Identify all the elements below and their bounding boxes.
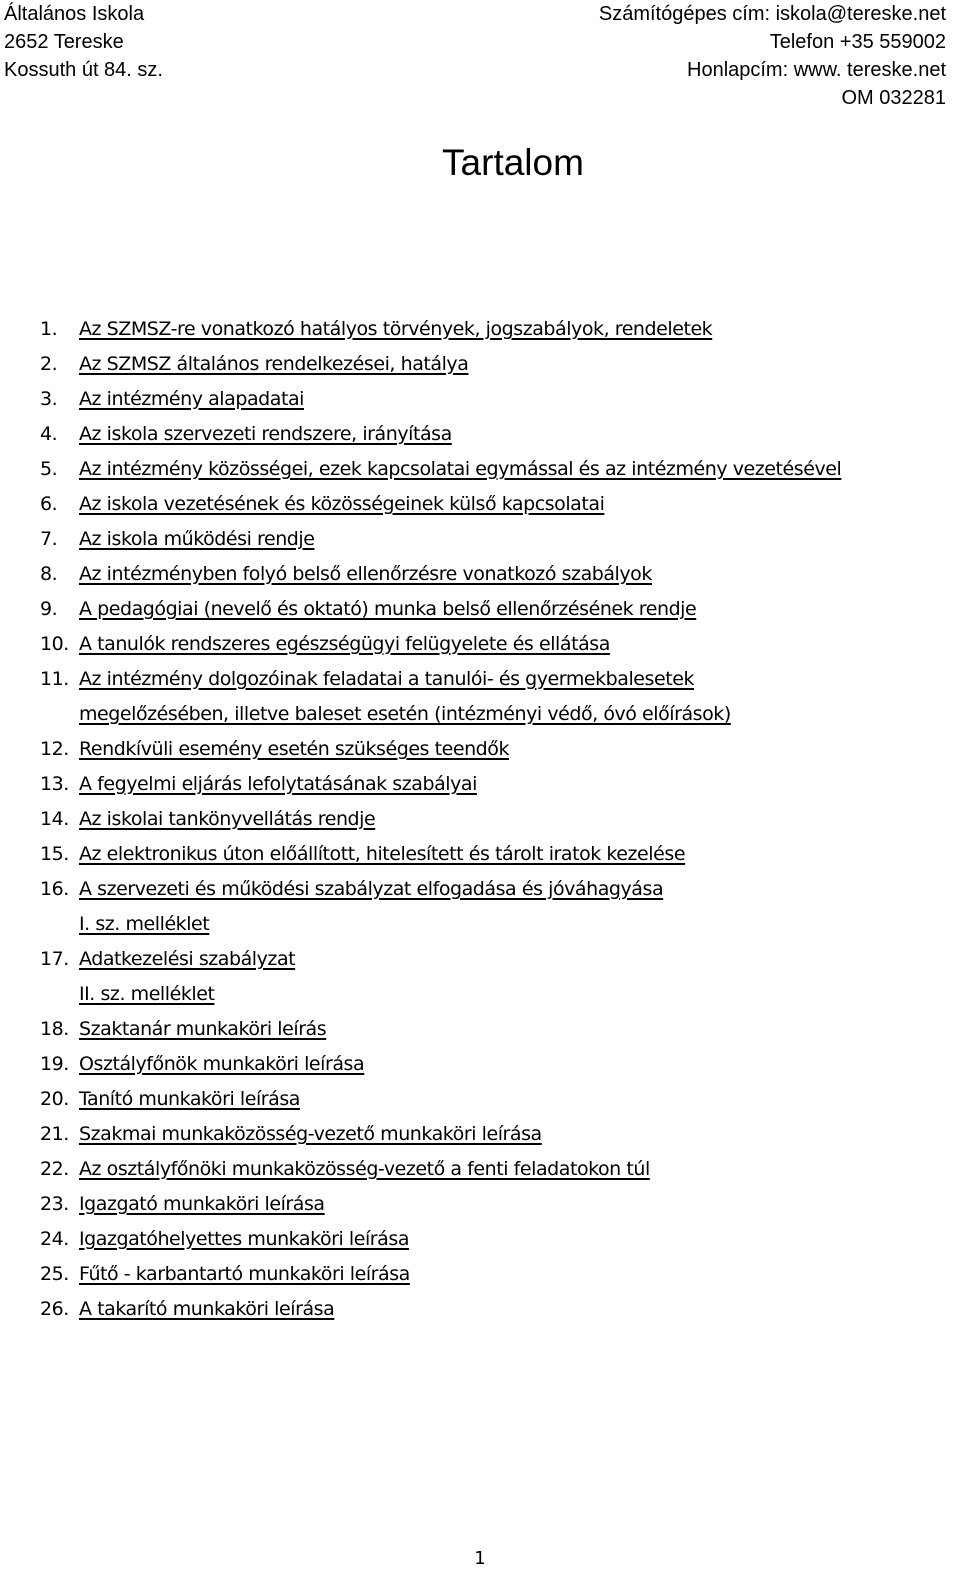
toc-item-link[interactable]: A pedagógiai (nevelő és oktató) munka belső ellenőrzésének rendje [79,598,697,620]
toc-item-link[interactable]: Az iskola működési rendje [79,528,315,550]
toc-item [40,347,950,382]
toc-item [40,522,950,557]
contact-om-id: OM 032281 [841,87,946,109]
toc-item [40,1082,950,1117]
toc-appendix-link[interactable]: I. sz. melléklet [79,913,210,935]
toc-item-link[interactable]: Adatkezelési szabályzat [79,948,296,970]
table-of-contents [40,312,950,1327]
toc-appendix-item [40,977,950,1012]
toc-item-link[interactable]: Az iskolai tankönyvellátás rendje [79,808,376,830]
toc-item-number: 16. [40,878,69,900]
toc-item-number: 24. [40,1228,69,1250]
toc-item-number: 25. [40,1263,69,1285]
toc-item-link[interactable]: A tanulók rendszeres egészségügyi felügyelete és ellátása [79,633,610,655]
toc-item-number: 3. [40,388,58,410]
toc-item [40,1012,950,1047]
school-name: Általános Iskola [4,3,145,25]
toc-item-number: 2. [40,353,58,375]
toc-item [40,1047,950,1082]
toc-item [40,1117,950,1152]
toc-item-number: 22. [40,1158,69,1180]
toc-item-link[interactable]: Az iskola vezetésének és közösségeinek külső kapcsolatai [79,493,605,515]
toc-appendix-item [40,907,950,942]
toc-item [40,452,950,487]
toc-item-number: 23. [40,1193,69,1215]
toc-item-number: 1. [40,318,58,340]
toc-item [40,312,950,347]
contact-phone: Telefon +35 559002 [769,31,946,53]
toc-item [40,382,950,417]
toc-item-number: 14. [40,808,69,830]
toc-item [40,417,950,452]
toc-item-number: 13. [40,773,69,795]
toc-item-link[interactable]: Az elektronikus úton előállított, hitelesített és tárolt iratok kezelése [79,843,686,865]
toc-item-number: 15. [40,843,69,865]
toc-item-link[interactable]: Szaktanár munkaköri leírás [79,1018,327,1040]
toc-item-number: 19. [40,1053,69,1075]
toc-item [40,557,950,592]
toc-item-link[interactable]: Az iskola szervezeti rendszere, irányítása [79,423,452,445]
toc-item-link[interactable]: Szakmai munkaközösség-vezető munkaköri leírása [79,1123,542,1145]
toc-item [40,487,950,522]
toc-item-link[interactable]: A szervezeti és működési szabályzat elfogadása és jóváhagyása [79,878,664,900]
toc-item [40,662,950,732]
page-number: 1 [474,1548,486,1569]
toc-item-link[interactable]: Igazgató munkaköri leírása [79,1193,325,1215]
toc-item-link[interactable]: Az intézmény alapadatai [79,388,304,410]
toc-item [40,942,950,977]
contact-website: Honlapcím: www. tereske.net [687,59,946,81]
toc-item-number: 21. [40,1123,69,1145]
header-contact-block [599,0,946,112]
toc-item-number: 12. [40,738,69,760]
toc-item [40,802,950,837]
toc-item-link[interactable]: Az SZMSZ általános rendelkezései, hatálya [79,353,469,375]
toc-item-link-continuation[interactable]: megelőzésében, illetve baleset esetén (intézményi védő, óvó előírások) [79,703,731,725]
toc-item [40,1257,950,1292]
toc-item [40,1187,950,1222]
toc-item-link[interactable]: A takarító munkaköri leírása [79,1298,335,1320]
toc-item [40,1222,950,1257]
toc-item-number: 10. [40,633,69,655]
toc-item [40,627,950,662]
toc-item [40,592,950,627]
toc-item-number: 26. [40,1298,69,1320]
toc-item [40,732,950,767]
header-address-block [4,0,163,84]
toc-item-number: 6. [40,493,58,515]
toc-item-number: 17. [40,948,69,970]
toc-item-link[interactable]: Igazgatóhelyettes munkaköri leírása [79,1228,410,1250]
toc-item-number: 20. [40,1088,69,1110]
toc-item-number: 7. [40,528,58,550]
toc-item-number: 5. [40,458,58,480]
toc-item-number: 11. [40,668,69,690]
toc-item-link[interactable]: Tanító munkaköri leírása [79,1088,300,1110]
toc-item-link[interactable]: Az intézményben folyó belső ellenőrzésre vonatkozó szabályok [79,563,652,585]
toc-item-link[interactable]: Az intézmény dolgozóinak feladatai a tanulói- és gyermekbalesetek [79,668,695,690]
toc-item-link[interactable]: A fegyelmi eljárás lefolytatásának szabályai [79,773,477,795]
toc-item-number: 18. [40,1018,69,1040]
contact-email: Számítógépes cím: iskola@tereske.net [598,3,946,25]
toc-item-number: 9. [40,598,58,620]
toc-item-number: 8. [40,563,58,585]
toc-appendix-link[interactable]: II. sz. melléklet [79,983,215,1005]
school-city: 2652 Tereske [4,31,124,53]
toc-item [40,1152,950,1187]
toc-item [40,1292,950,1327]
toc-item-link[interactable]: Fűtő - karbantartó munkaköri leírása [79,1263,410,1285]
toc-item-link[interactable]: Az intézmény közösségei, ezek kapcsolatai egymással és az intézmény vezetésével [79,458,842,480]
toc-item-number: 4. [40,423,58,445]
toc-item-link[interactable]: Az SZMSZ-re vonatkozó hatályos törvények, jogszabályok, rendeletek [79,318,713,340]
toc-item-link[interactable]: Az osztályfőnöki munkaközösség-vezető a fenti feladatokon túl [79,1158,650,1180]
toc-item-link[interactable]: Rendkívüli esemény esetén szükséges teendők [79,738,510,760]
toc-item [40,872,950,907]
toc-item [40,767,950,802]
toc-item [40,837,950,872]
toc-item-link[interactable]: Osztályfőnök munkaköri leírása [79,1053,365,1075]
school-street: Kossuth út 84. sz. [4,59,163,81]
toc-item-multiline [79,662,731,732]
page-title: Tartalom [442,142,584,183]
